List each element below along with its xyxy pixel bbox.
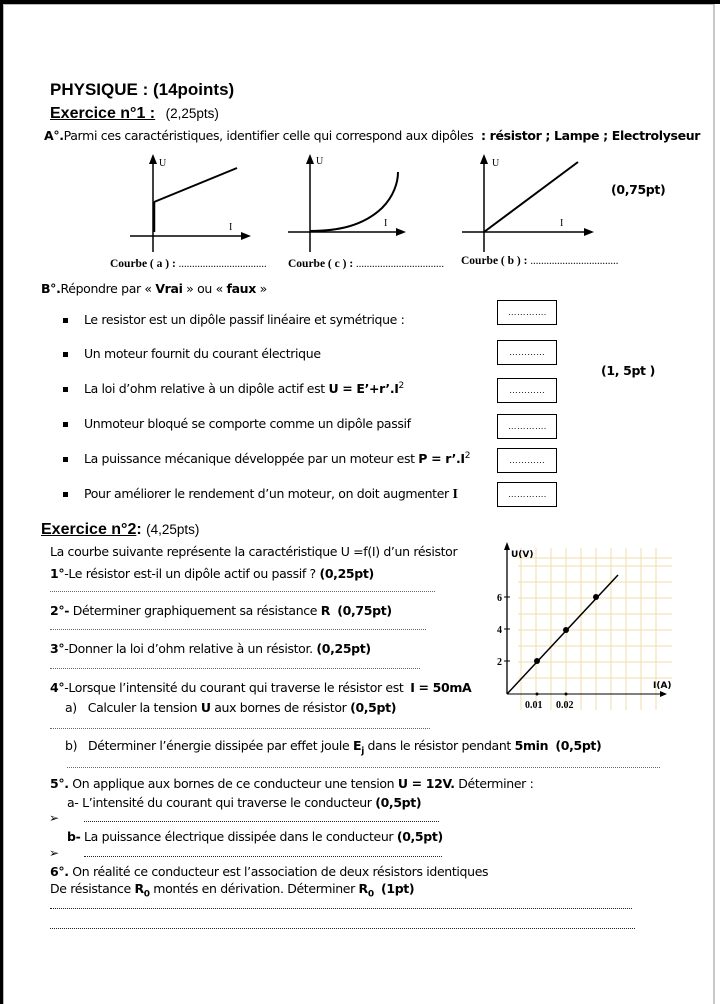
question-5a: a- L’intensité du courant qui traverse le conducteur (0,5pt) (67, 795, 422, 810)
curve-b-graph (462, 152, 602, 262)
exercise2-intro: La courbe suivante représente la caractéristique U =f(I) d’un résistor (50, 544, 458, 559)
exercise1-title: Exercice n°1 : (50, 105, 156, 122)
statement-2: Un moteur fournit du courant électrique (84, 346, 321, 361)
vrai-keyword: Vrai (155, 281, 183, 296)
question-6-line2: De résistance $R_0$ montés en dérivation. Déterminer $R_0$ (1pt) (50, 881, 415, 900)
svg-text:U: U (159, 158, 167, 169)
resistor-characteristic-chart (490, 540, 690, 720)
svg-text:I: I (384, 218, 388, 229)
page-title: PHYSIQUE : (14points) (50, 80, 235, 99)
exercise1-points: (2,25pts) (165, 106, 219, 121)
bullet-icon (63, 422, 68, 427)
answer-box-4[interactable]: …………. (497, 414, 557, 439)
svg-text:0.02: 0.02 (556, 700, 574, 711)
arrow-bullet-icon: ➢ (49, 846, 60, 860)
exercise2-heading: Exercice n°2: (4,25pts) (41, 521, 200, 538)
question-2: 2°- Déterminer graphiquement sa résistance R (0,75pt) (50, 603, 392, 618)
partA-points: (0,75pt) (611, 182, 666, 197)
svg-text:U: U (316, 156, 324, 167)
curve-c-answer[interactable]: …………………………… (356, 260, 445, 269)
answer-line-q6-2[interactable] (50, 927, 635, 929)
exercise1-heading (50, 105, 219, 123)
question-4b: b) Déterminer l’énergie dissipée par effet joule $E_j$ dans le résistor pendant 5min (0,5pt) (65, 738, 602, 757)
partB-prompt: B°.Répondre par « Vrai » ou « faux » (41, 281, 267, 296)
curve-c-label: Courbe ( c ) : …………………………… (288, 258, 445, 270)
bullet-icon (63, 492, 68, 497)
svg-text:4: 4 (497, 625, 502, 636)
bullet-icon (63, 352, 68, 357)
statement-4: Unmoteur bloqué se comporte comme un dipôle passif (84, 416, 411, 431)
question-3: 3°-Donner la loi d’ohm relative à un résistor. (0,25pt) (50, 641, 371, 656)
partA-text: Parmi ces caractéristiques, identifier celle qui correspond aux dipôles (63, 128, 474, 143)
question-5: 5°. On applique aux bornes de ce conducteur une tension U = 12V. Déterminer : (50, 776, 534, 791)
curve-a-graph (115, 152, 255, 262)
answer-box-1[interactable]: …………. (497, 300, 557, 325)
svg-text:2: 2 (497, 657, 502, 668)
answer-box-5[interactable]: ………… (497, 448, 557, 473)
statement-6: Pour améliorer le rendement d’un moteur, on doit augmenter I (84, 486, 458, 502)
question-4: 4°-Lorsque l’intensité du courant qui traverse le résistor est I = 50mA (50, 680, 472, 695)
answer-box-3[interactable]: ………… (497, 378, 557, 403)
arrow-bullet-icon: ➢ (49, 811, 60, 825)
answer-box-2[interactable]: ………… (497, 340, 557, 365)
svg-text:I(A): I(A) (653, 681, 672, 691)
svg-text:U(V): U(V) (511, 550, 534, 560)
bullet-icon (63, 318, 68, 323)
svg-text:U: U (492, 158, 500, 169)
answer-line-q1[interactable] (50, 590, 435, 592)
answer-line-q2[interactable] (50, 628, 426, 630)
curve-a-answer[interactable]: …………………………… (178, 260, 267, 269)
exercise2-points: (4,25pts) (146, 522, 200, 537)
curve-b-answer[interactable]: …………………………… (530, 257, 619, 266)
curve-c-graph (278, 152, 418, 262)
data-point (593, 594, 599, 600)
exercise2-title: Exercice n°2 (41, 521, 137, 538)
bullet-icon (63, 457, 68, 462)
answer-line-q3[interactable] (50, 667, 420, 669)
faux-keyword: faux (226, 281, 256, 296)
answer-box-6[interactable]: …………. (497, 482, 557, 507)
statement-5: La puissance mécanique développée par un moteur est $P = r’.I^2$ (84, 451, 471, 467)
curve-a-label: Courbe ( a ) : …………………………… (110, 258, 267, 270)
answer-line-q5b[interactable] (84, 855, 442, 857)
partA-dipoles: : résistor ; Lampe ; Electrolyseur (481, 128, 701, 143)
partA-label: A°. (44, 128, 64, 143)
answer-line-q6-1[interactable] (50, 907, 632, 909)
statement-3: La loi d’ohm relative à un dipôle actif est $U = E’+r’.I^2$ (84, 381, 404, 397)
question-6: 6°. On réalité ce conducteur est l’association de deux résistors identiques (50, 864, 489, 879)
partB-points: (1, 5pt ) (601, 363, 656, 378)
question-5b: b- La puissance électrique dissipée dans le conducteur (0,5pt) (67, 829, 443, 844)
curve-b-label: Courbe ( b ) : …………………………… (461, 255, 619, 267)
answer-line-q4a[interactable] (50, 727, 430, 729)
svg-text:I: I (560, 218, 564, 229)
svg-text:0.01: 0.01 (525, 700, 543, 711)
svg-text:I: I (229, 222, 233, 233)
question-1: 1°-Le résistor est-il un dipôle actif ou passif ? (0,25pt) (50, 566, 374, 581)
statement-1: Le resistor est un dipôle passif linéaire et symétrique : (84, 312, 405, 327)
question-4a: a) Calculer la tension U aux bornes de résistor (0,5pt) (65, 700, 397, 715)
answer-line-q4b[interactable] (67, 766, 660, 768)
data-point (534, 658, 540, 664)
answer-line-q5a[interactable] (84, 820, 439, 822)
partA-prompt (44, 128, 700, 143)
bullet-icon (63, 387, 68, 392)
data-point (563, 627, 569, 633)
svg-text:6: 6 (497, 593, 502, 604)
